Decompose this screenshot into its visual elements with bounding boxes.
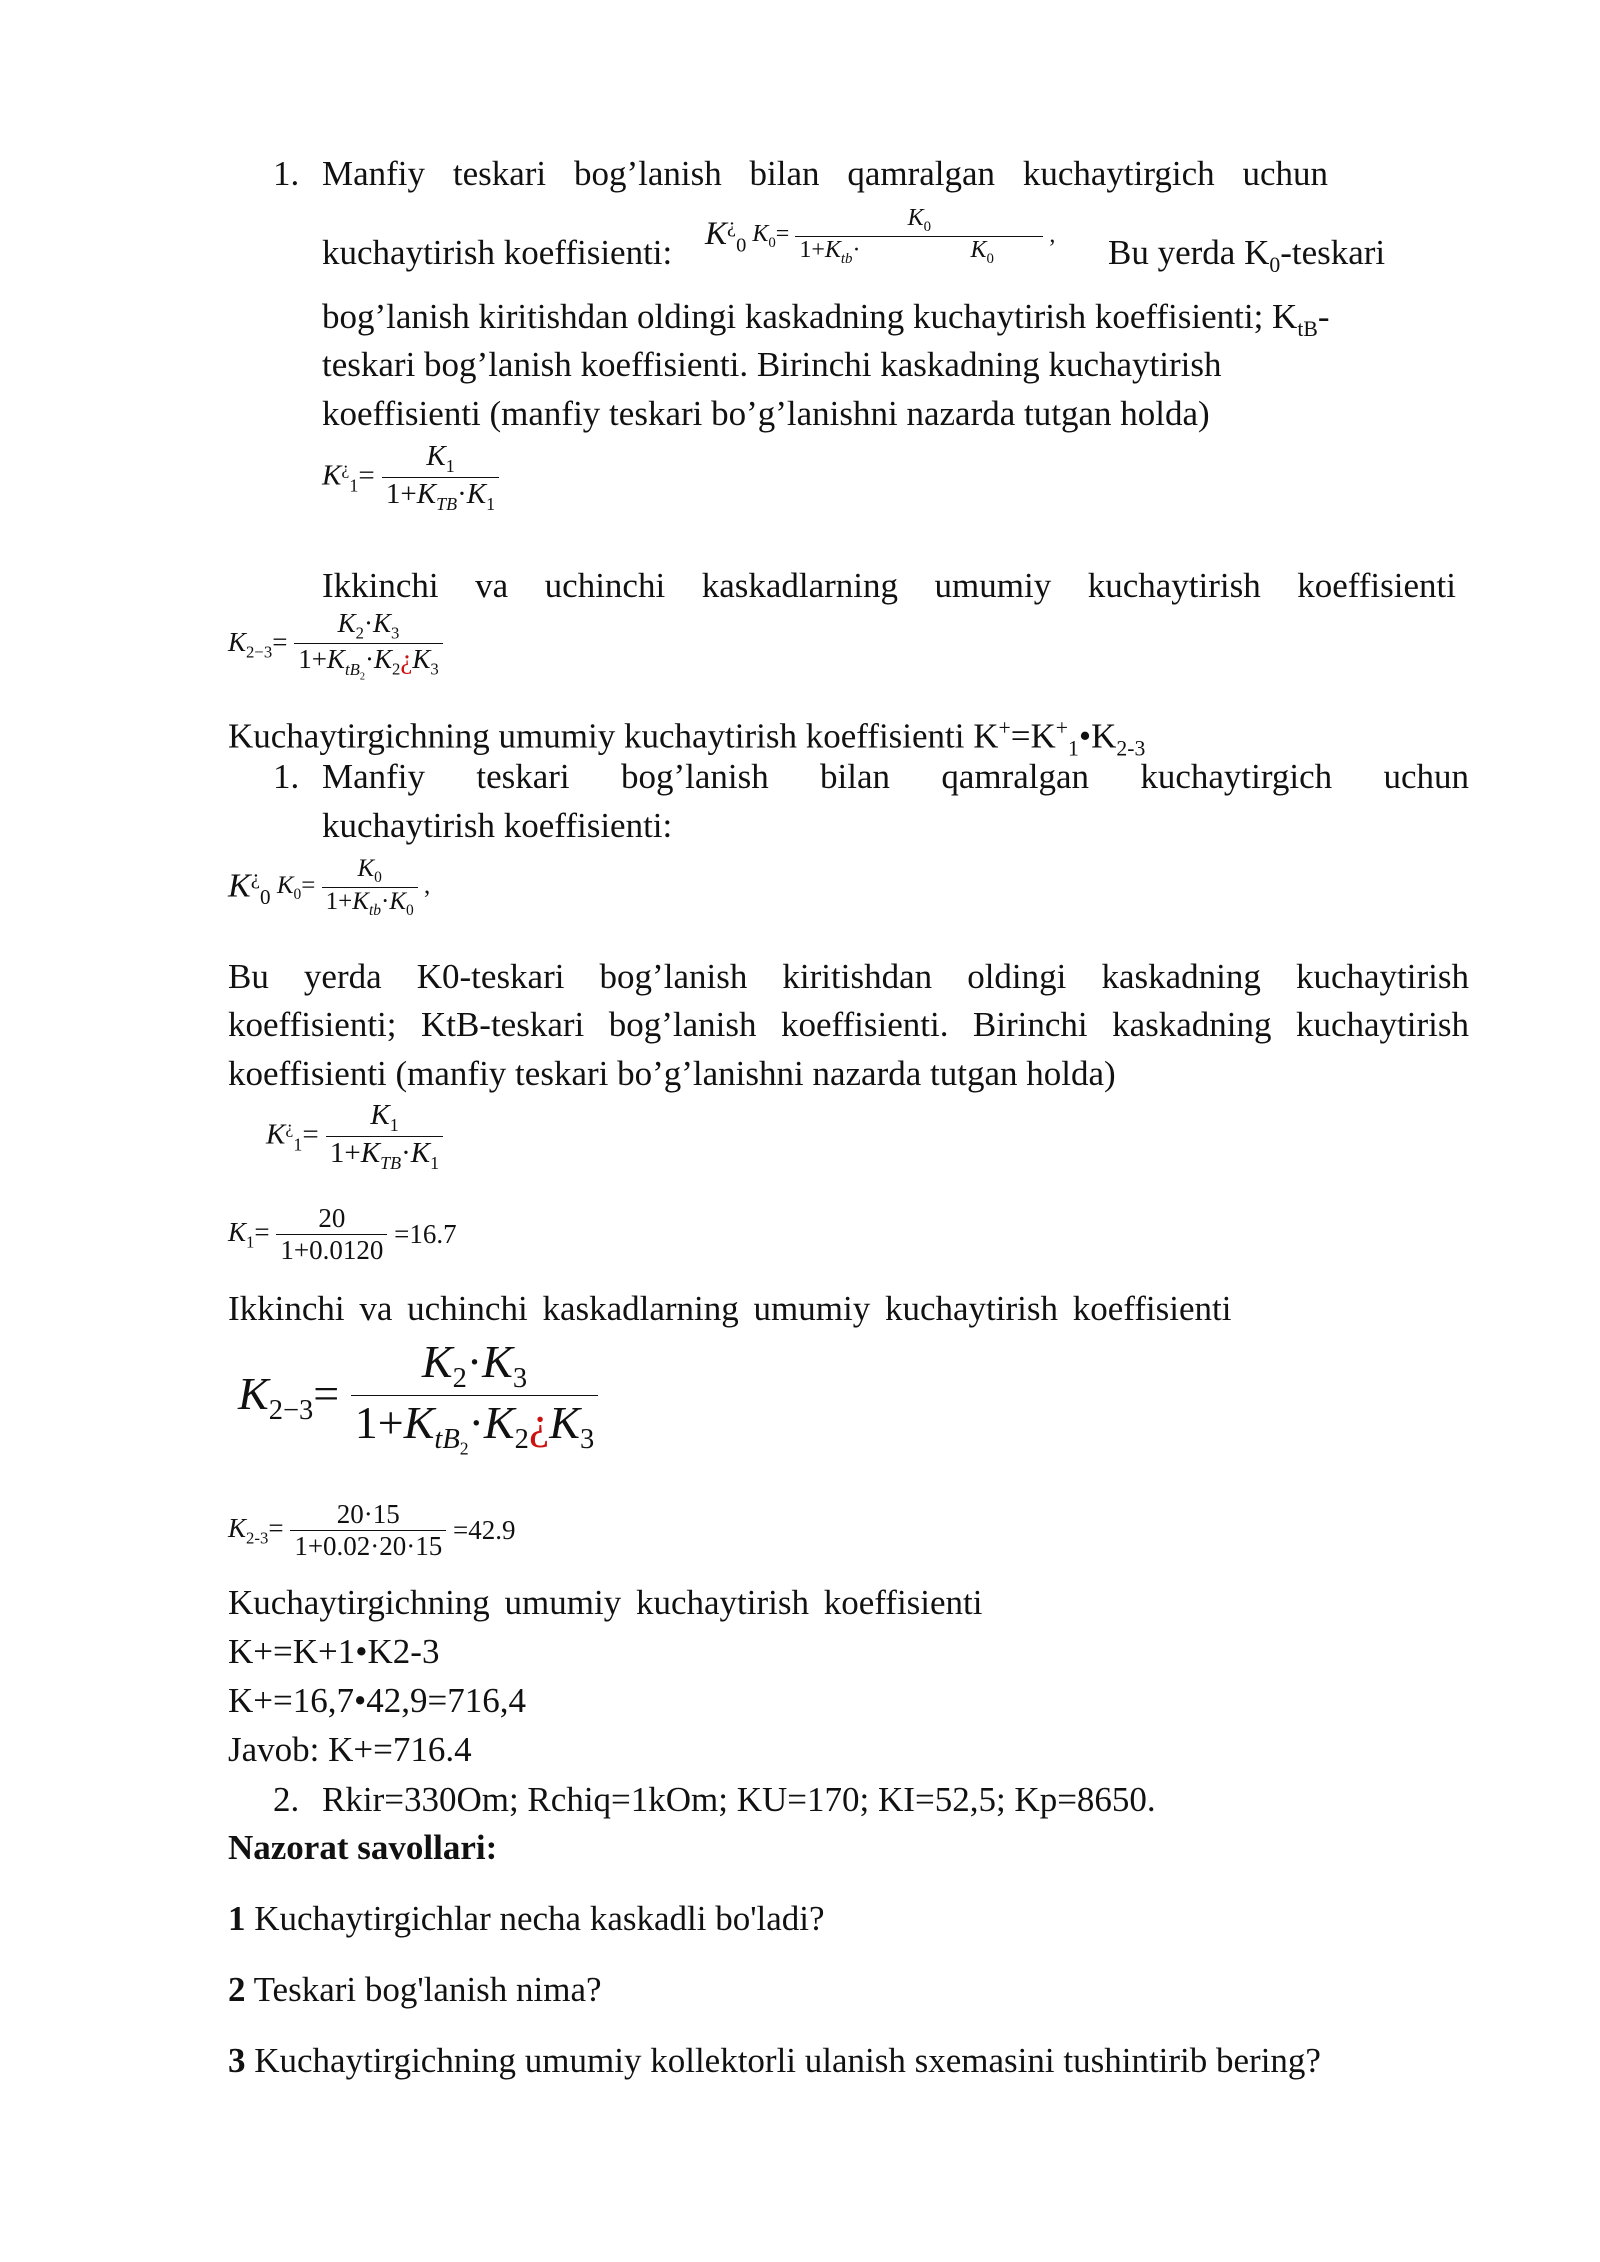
formula-k0: $K^¿_0$ $K_0=$ $\frac{K_0}{1+K_{tb}\cdot K_0}$ , [228,855,431,919]
list-number: 1. [273,154,300,193]
formula-k1: $K^¿_1=$ $\frac{K_1}{1+K_{TB}\cdot K_1}$ [266,1099,443,1174]
formula-k23-value: $K_{2-3}=$ $\frac{20\cdot 15}{1+0.02\cdot 20\cdot 15}$ =42.9 [228,1499,516,1561]
paragraph-line: Kuchaytirgichning umumiy kuchaytirish koeffisienti $K^+=K^+_1•K_{2-3}$ [228,716,1146,761]
paragraph-line: Manfiy teskari bog’lanish bilan qamralgan kuchaytirgich uchun [322,757,1469,796]
paragraph-line: K+=16,7•42,9=716,4 [228,1681,526,1720]
paragraph-line: Ikkinchi va uchinchi kaskadlarning umumiy kuchaytirish koeffisienti [322,566,1456,605]
paragraph-line: Kuchaytirgichning umumiy kuchaytirish koeffisienti [228,1583,983,1622]
list-number: 1. [273,757,300,796]
paragraph-line: Bu yerda K0-teskari bog’lanish kiritishdan oldingi kaskadning kuchaytirish [228,957,1469,996]
question-item: 1 Kuchaytirgichlar necha kaskadli bo'ladi? [228,1899,825,1938]
section-heading: Nazorat savollari: [228,1828,498,1867]
question-item: 3 Kuchaytirgichning umumiy kollektorli ulanish sxemasini tushintirib bering? [228,2041,1321,2080]
paragraph-line: Manfiy teskari bog’lanish bilan qamralgan kuchaytirgich uchun [322,154,1328,193]
paragraph-line: koeffisienti (manfiy teskari bo’g’lanishni nazarda tutgan holda) [322,394,1210,433]
paragraph-line: Rkir=330Om; Rchiq=1kOm; KU=170; KI=52,5; Kp=8650. [322,1780,1156,1819]
answer-line: Javob: K+=716.4 [228,1730,472,1769]
formula-k0: $K^¿_0$ $K_0=$ $\frac{K_0}{1+K_{tb}\cdot K_0}$ , [705,205,1056,267]
paragraph-line: kuchaytirish koeffisienti: [322,233,673,272]
paragraph-line: koeffisienti (manfiy teskari bo’g’lanishni nazarda tutgan holda) [228,1054,1116,1093]
question-item: 2 Teskari bog'lanish nima? [228,1970,602,2009]
paragraph-line: Bu yerda $K_0$-teskari [1108,233,1386,277]
formula-k23-large: $K_{2-3}=$ $\frac{K_2\cdot K_3}{1+K_{tB_2}\cdot K_2¿K_3}$ [238,1335,598,1460]
paragraph-line: Ikkinchi va uchinchi kaskadlarning umumiy kuchaytirish koeffisienti [228,1289,1232,1328]
formula-k1-value: $K_1=$ $\frac{20}{1+0.0120}$ =16.7 [228,1203,457,1265]
paragraph-line: bog’lanish kiritishdan oldingi kaskadning kuchaytirish koeffisienti; $K_{tB}-$ [322,297,1330,341]
list-number: 2. [273,1780,300,1819]
paragraph-line: koeffisienti; KtB-teskari bog’lanish koeffisienti. Birinchi kaskadning kuchaytirish [228,1005,1469,1044]
paragraph-line: kuchaytirish koeffisienti: [322,806,673,845]
paragraph-line: teskari bog’lanish koeffisienti. Birinchi kaskadning kuchaytirish [322,345,1222,384]
formula-k1: $K^¿_1=$ $\frac{K_1}{1+K_{TB}\cdot K_1}$ [322,440,499,515]
paragraph-line: K+=K+1•K2-3 [228,1632,440,1671]
formula-k23: $K_{2-3}=$ $\frac{K_2\cdot K_3}{1+K_{tB_2}\cdot K_2¿K_3}$ [228,608,443,682]
